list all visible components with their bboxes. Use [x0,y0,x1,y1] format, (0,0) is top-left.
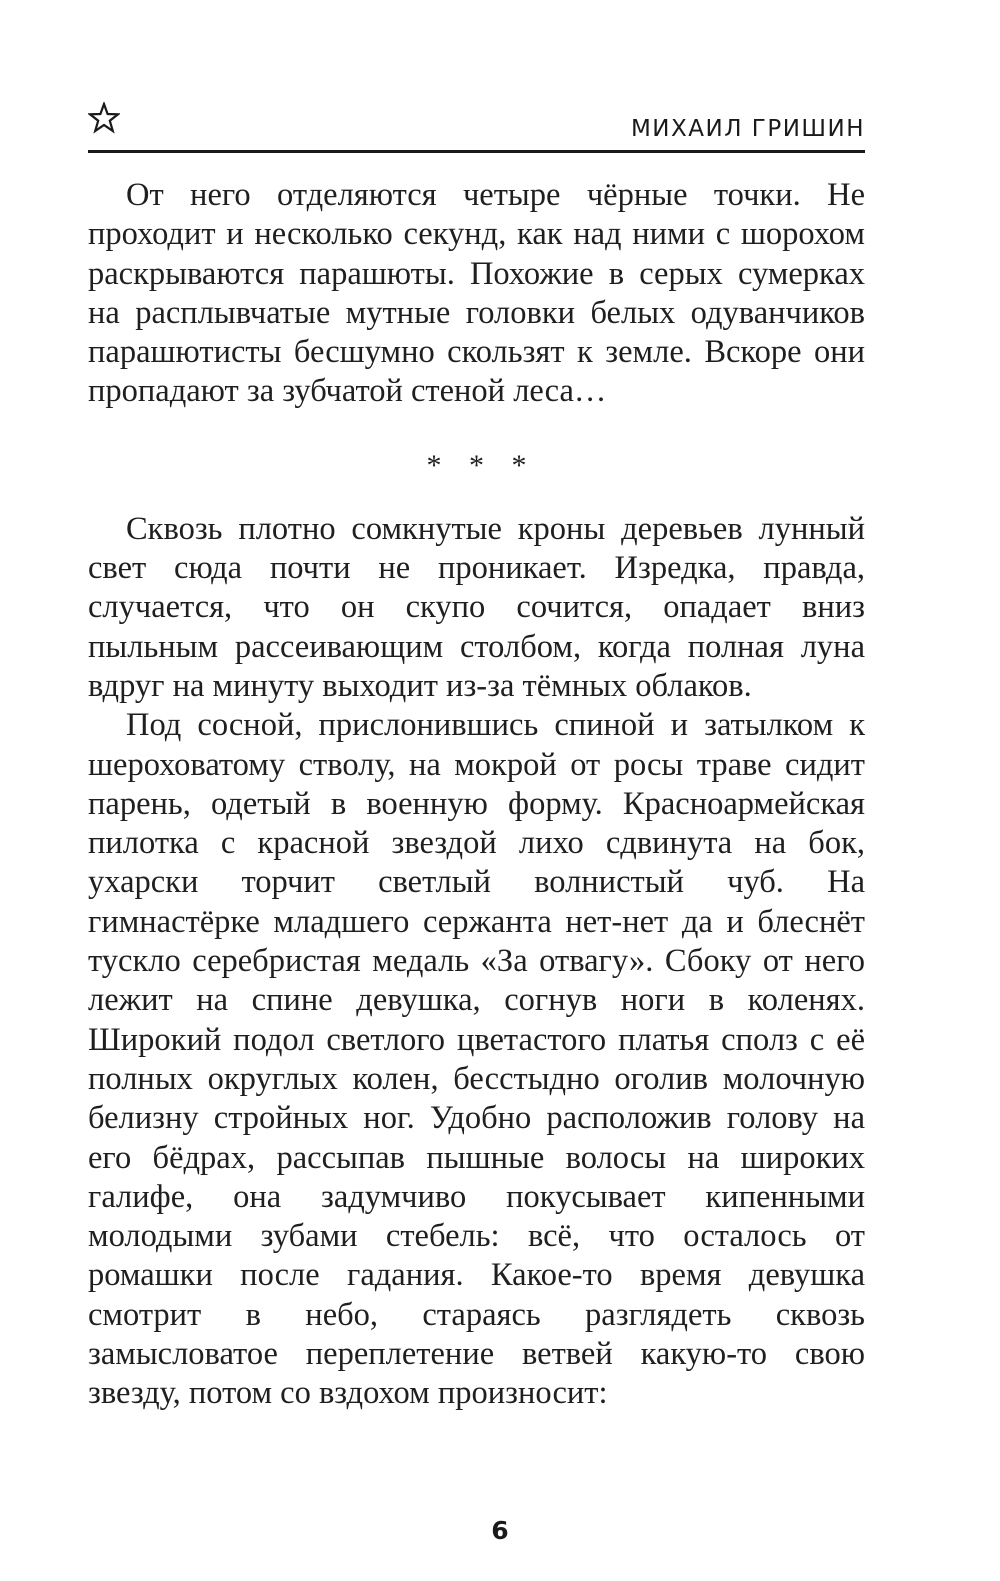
page-number: 6 [491,1516,509,1545]
paragraph-moonlight: Сквозь плотно сомкнутые кроны деревьев лунный свет сюда почти не проникает. Изредка, правда, случается, что он скупо сочится, опадает вниз пыльным рассеивающим столбом, когда полная луна вдруг на минуту выходит из-за тёмных облаков. [88,510,865,704]
paragraph-soldier-and-girl: Под сосной, прислонившись спиной и затылком к шероховатому стволу, на мокрой от росы траве сидит парень, одетый в военную форму. Красноармейская пилотка с красной звездой лихо сдвинута на бок, ухарски торчит светлый волнистый чуб. На гимнастёрке младшего сержанта нет-нет да и блеснёт тускло серебристая медаль «За отвагу». Сбоку от него лежит на спине девушка, согнув ноги в коленях. Широкий подол светлого цветастого платья сполз с её полных округлых колен, бесстыдно оголив молочную белизну стройных ног. Удобно расположив голову на его бёдрах, рассыпав пышные волосы на широких галифе, она задумчиво покусывает кипенными молодыми зубами стебель: всё, что осталось от ромашки после гадания. Какое-то время девушка смотрит в небо, стараясь разглядеть сквозь замысловатое переплетение ветвей какую-то свою звезду, потом со вздохом произносит: [88,707,865,1412]
running-header [88,100,865,153]
paragraph-parachutists: От него отделяются четыре чёрные точки. Не проходит и несколько секунд, как над ними с шорохом раскрываются парашюты. Похожие в серых сумерках на расплывчатые мутные головки белых одуванчиков парашютисты бесшумно скользят к земле. Вскоре они пропадают за зубчатой стеной леса… [88,177,865,410]
star-outline-icon [88,102,120,134]
section-separator: * * * [426,448,537,482]
author-name: МИХАИЛ ГРИШИН [630,116,865,142]
page-body [88,176,865,1414]
